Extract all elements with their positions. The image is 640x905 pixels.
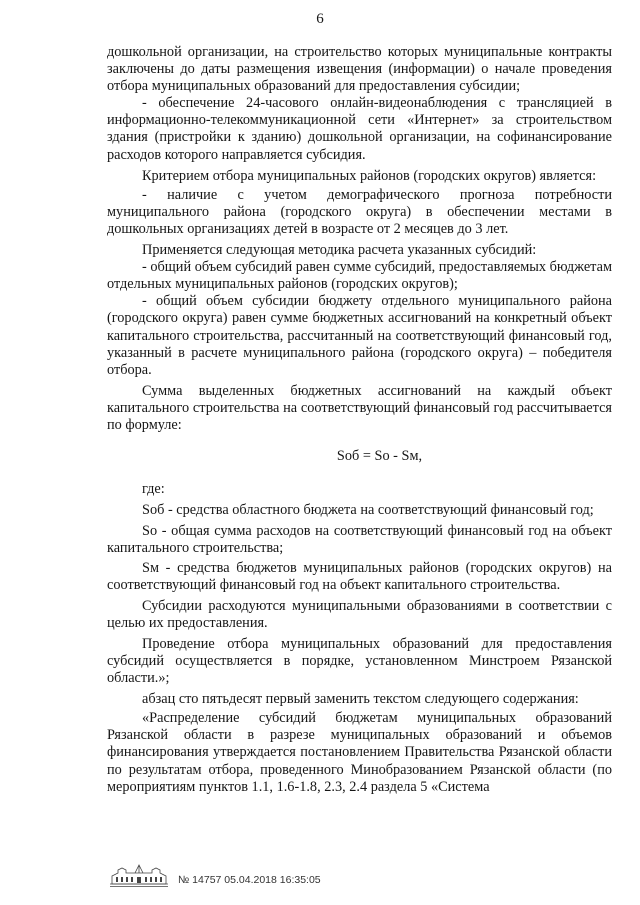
registration-footer — [108, 862, 408, 888]
paragraph: Sм - средства бюджетов муниципальных районов (городских округов) на соответствующий финансовый год на объект капитального строительства. — [107, 559, 612, 593]
paragraph: - обеспечение 24-часового онлайн-видеонаблюдения с трансляцией в информационно-телекоммуникационной сети «Интернет» за строительством здания (пристройки к зданию) дошкольной организации, на софинансирование расходов которого направляется субсидия. — [107, 95, 612, 163]
paragraph: - общий объем субсидии бюджету отдельного муниципального района (городского округа) равен сумме бюджетных ассигнований на конкретный объект капитального строительства, рассчитанный на соответствующий финансовый год, указанный в расчете муниципального района (городского округа) – победителя отбора. — [107, 293, 612, 378]
paragraph: абзац сто пятьдесят первый заменить текстом следующего содержания: — [142, 691, 579, 708]
paragraph: Применяется следующая методика расчета указанных субсидий: — [142, 242, 537, 259]
paragraph: Sо - общая сумма расходов на соответствующий финансовый год на объект капитального строительства; — [107, 523, 612, 557]
paragraph: Критерием отбора муниципальных районов (городских округов) является: — [142, 167, 597, 184]
paragraph: - наличие с учетом демографического прогноза потребности муниципального района (городского округа) в обеспечении местами в дошкольных организациях детей в возрасте от 2 месяцев до 3 лет. — [107, 186, 612, 237]
registration-number: № 14757 05.04.2018 16:35:05 — [178, 874, 321, 886]
paragraph: - общий объем субсидий равен сумме субсидий, предоставляемых бюджетам отдельных муниципальных районов (городских округов); — [107, 259, 612, 293]
paragraph: дошкольной организации, на строительство которых муниципальные контракты заключены до даты размещения извещения (информации) о начале проведения отбора муниципальных образований для предоставления субсидии; — [107, 44, 612, 95]
paragraph: «Распределение субсидий бюджетам муниципальных образований Рязанской области в разрезе муниципальных образований и объемов финансирования утверждается постановлением Правительства Рязанской области по результатам отбора, проведенного Минобразованием Рязанской области (по мероприятиям пунктов 1.1, 1.6-1.8, 2.3, 2.4 раздела 5 «Система — [107, 710, 612, 795]
formula: Sоб = Sо - Sм, — [336, 448, 423, 465]
paragraph: Sоб - средства областного бюджета на соответствующий финансовый год; — [142, 502, 594, 519]
page-number: 6 — [316, 11, 324, 27]
paragraph: Субсидии расходуются муниципальными образованиями в соответствии с целью их предоставления. — [107, 597, 612, 631]
paragraph: где: — [142, 481, 165, 498]
paragraph: Проведение отбора муниципальных образований для предоставления субсидий осуществляется в порядке, установленном Минстроем Рязанской области.»; — [107, 635, 612, 687]
document-body — [107, 44, 612, 796]
paragraph: Сумма выделенных бюджетных ассигнований на каждый объект капитального строительства на соответствующий финансовый год рассчитывается по формуле: — [107, 382, 612, 433]
government-building-stamp-icon — [108, 862, 170, 888]
